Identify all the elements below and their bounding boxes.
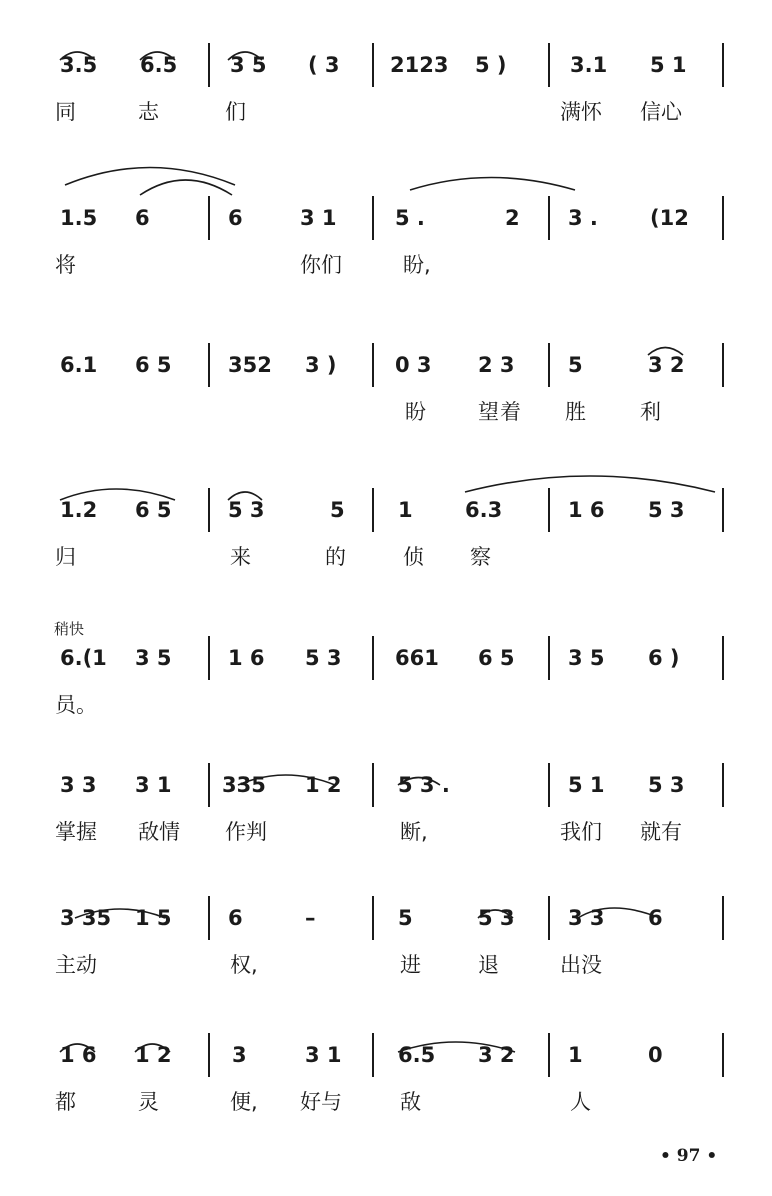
- note-group: 5: [398, 906, 413, 930]
- note-group: 6.1: [60, 353, 98, 377]
- note-group: 6: [228, 906, 243, 930]
- note-group: 3.5: [60, 53, 98, 77]
- lyric-text: 来: [230, 545, 251, 569]
- note-group: 1 6: [568, 498, 605, 522]
- note-group: 5 3 .: [398, 773, 450, 797]
- slur: [578, 908, 660, 918]
- note-group: 3 .: [568, 206, 598, 230]
- note-group: 1 2: [305, 773, 342, 797]
- slur: [75, 909, 165, 918]
- page-number: • 97 •: [660, 1146, 718, 1166]
- slur: [478, 910, 513, 918]
- note-group: 1 6: [228, 646, 265, 670]
- note-group: 5 3: [648, 773, 685, 797]
- lyric-text: 利: [640, 400, 661, 424]
- lyric-text: 人: [570, 1090, 591, 1114]
- note-group: 2: [505, 206, 520, 230]
- note-group: 6 ): [648, 646, 680, 670]
- note-group: 1 6: [60, 1043, 97, 1067]
- lyric-text: 胜: [565, 400, 586, 424]
- note-group: (12: [650, 206, 689, 230]
- note-group: 1: [398, 498, 413, 522]
- note-group: 661: [395, 646, 439, 670]
- slur: [60, 489, 175, 500]
- slur: [60, 1044, 95, 1052]
- lyric-text: 志: [138, 100, 159, 124]
- slur: [140, 52, 175, 60]
- note-group: 6: [648, 906, 663, 930]
- note-group: ( 3: [308, 53, 340, 77]
- note-group: 0: [648, 1043, 663, 1067]
- lyric-text: 同: [55, 100, 76, 124]
- lyric-text: 我们: [560, 820, 602, 844]
- note-group: 6 5: [478, 646, 515, 670]
- note-group: 3 3: [60, 773, 97, 797]
- note-group: 3 2: [648, 353, 685, 377]
- lyric-text: 敌: [400, 1090, 421, 1114]
- slur: [410, 178, 575, 191]
- note-group: 6 5: [135, 353, 172, 377]
- note-group: 6: [135, 206, 150, 230]
- lyric-text: 敌情: [138, 820, 180, 844]
- slur: [140, 180, 232, 195]
- note-group: 3 1: [305, 1043, 342, 1067]
- lyric-text: 你们: [300, 253, 342, 277]
- slur: [465, 476, 715, 492]
- lyric-text: 望: [478, 400, 499, 424]
- note-group: 3 3: [568, 906, 605, 930]
- slur: [648, 348, 683, 356]
- note-group: 3 5: [135, 646, 172, 670]
- note-group: 5 3: [305, 646, 342, 670]
- lyric-text: 们: [225, 100, 246, 124]
- note-group: 0 3: [395, 353, 432, 377]
- lyric-text: 断,: [400, 820, 428, 844]
- lyric-text: 盼: [405, 400, 426, 424]
- note-group: 6.5: [398, 1043, 436, 1067]
- note-group: 2123: [390, 53, 449, 77]
- note-group: 3 5: [230, 53, 267, 77]
- note-group: 6.(1: [60, 646, 107, 670]
- lyric-text: 好与: [300, 1090, 342, 1114]
- lyric-text: 的: [325, 545, 346, 569]
- note-group: 5 3: [648, 498, 685, 522]
- note-group: 5 3: [228, 498, 265, 522]
- slur: [60, 52, 95, 60]
- note-group: 6.3: [465, 498, 503, 522]
- note-group: 3 1: [135, 773, 172, 797]
- note-group: 5 1: [650, 53, 687, 77]
- note-group: 6.5: [140, 53, 178, 77]
- lyric-text: 退: [478, 953, 499, 977]
- note-group: 5 3: [478, 906, 515, 930]
- note-group: 3 5: [568, 646, 605, 670]
- note-group: 5 ): [475, 53, 507, 77]
- lyric-text: 作判: [225, 820, 267, 844]
- lyric-text: 侦: [403, 545, 424, 569]
- note-group: 1 5: [135, 906, 172, 930]
- slur: [398, 1042, 515, 1052]
- note-group: 5 .: [395, 206, 425, 230]
- note-group: 1.2: [60, 498, 98, 522]
- note-group: 1 2: [135, 1043, 172, 1067]
- note-group: 1: [568, 1043, 583, 1067]
- note-group: 3 35: [60, 906, 112, 930]
- slur: [228, 492, 262, 500]
- lyric-text: 便,: [230, 1090, 258, 1114]
- note-group: 335: [222, 773, 266, 797]
- lyric-text: 盼,: [403, 253, 431, 277]
- lyric-text: 掌握: [55, 820, 97, 844]
- note-group: 3.1: [570, 53, 608, 77]
- note-group: 6: [228, 206, 243, 230]
- lyric-text: 归: [55, 545, 76, 569]
- tempo-mark: 稍快: [54, 620, 85, 638]
- note-group: 5 1: [568, 773, 605, 797]
- lyric-text: 将: [55, 253, 76, 277]
- note-group: 2 3: [478, 353, 515, 377]
- note-group: 3 1: [300, 206, 337, 230]
- lyric-text: 主动: [55, 953, 97, 977]
- note-group: 352: [228, 353, 272, 377]
- lyric-text: 察: [470, 545, 491, 569]
- note-group: 1.5: [60, 206, 98, 230]
- note-group: –: [305, 906, 316, 930]
- note-group: 6 5: [135, 498, 172, 522]
- slur: [135, 1044, 170, 1052]
- lyric-text: 都: [55, 1090, 76, 1114]
- lyric-text: 着: [500, 400, 521, 424]
- slur: [65, 168, 235, 186]
- lyric-text: 信心: [640, 100, 682, 124]
- slur: [238, 775, 335, 785]
- note-group: 5: [330, 498, 345, 522]
- lyric-text: 出没: [560, 953, 602, 977]
- note-group: 3 ): [305, 353, 337, 377]
- lyric-text: 员。: [55, 693, 97, 717]
- note-group: 3: [232, 1043, 247, 1067]
- lyric-text: 灵: [138, 1090, 159, 1114]
- note-group: 5: [568, 353, 583, 377]
- lyric-text: 就有: [640, 820, 682, 844]
- slur: [228, 52, 262, 60]
- slur: [398, 778, 440, 786]
- lyric-text: 进: [400, 953, 421, 977]
- lyric-text: 权,: [230, 953, 258, 977]
- note-group: 3 2: [478, 1043, 515, 1067]
- lyric-text: 满怀: [560, 100, 602, 124]
